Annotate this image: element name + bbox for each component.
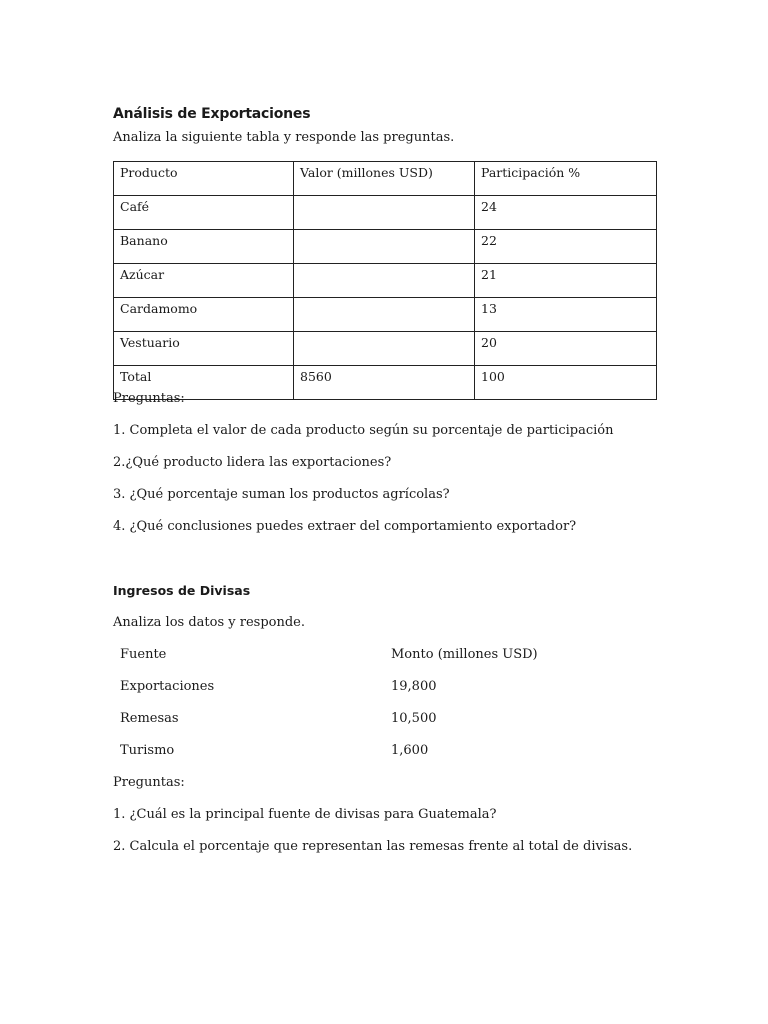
table-cell: 22 bbox=[475, 230, 657, 264]
questions-label: Preguntas: bbox=[113, 391, 185, 406]
table-cell: Azúcar bbox=[114, 264, 294, 298]
table-cell: 24 bbox=[475, 196, 657, 230]
table-cell: 13 bbox=[475, 298, 657, 332]
header-cell: Monto (millones USD) bbox=[391, 647, 538, 662]
table-header-row bbox=[114, 162, 657, 196]
question-item: 4. ¿Qué conclusiones puedes extraer del comportamiento exportador? bbox=[113, 519, 577, 534]
table-cell: Café bbox=[114, 196, 294, 230]
question-item: 2. Calcula el porcentaje que representan las remesas frente al total de divisas. bbox=[113, 839, 633, 854]
table-row bbox=[114, 264, 657, 298]
table-cell: 10,500 bbox=[391, 711, 437, 726]
table-row bbox=[114, 196, 657, 230]
question-item: 3. ¿Qué porcentaje suman los productos agrícolas? bbox=[113, 487, 450, 502]
question-item: 2.¿Qué producto lidera las exportaciones? bbox=[113, 455, 392, 470]
table-cell: Cardamomo bbox=[114, 298, 294, 332]
section-instruction: Analiza la siguiente tabla y responde las preguntas. bbox=[113, 130, 455, 145]
table-cell: 21 bbox=[475, 264, 657, 298]
table-total-row bbox=[114, 366, 657, 400]
table-cell: 8560 bbox=[294, 366, 475, 400]
table-cell: Remesas bbox=[120, 711, 179, 726]
table-cell: 20 bbox=[475, 332, 657, 366]
table-row bbox=[114, 298, 657, 332]
table-cell bbox=[294, 298, 475, 332]
table-cell: Turismo bbox=[120, 743, 175, 758]
table-row bbox=[114, 332, 657, 366]
header-cell: Valor (millones USD) bbox=[294, 162, 475, 196]
table-cell: Banano bbox=[114, 230, 294, 264]
section-title-divisas: Ingresos de Divisas bbox=[113, 583, 251, 598]
table-cell bbox=[294, 264, 475, 298]
section-instruction: Analiza los datos y responde. bbox=[113, 615, 305, 630]
question-item: 1. Completa el valor de cada producto según su porcentaje de participación bbox=[113, 423, 614, 438]
table-cell bbox=[294, 196, 475, 230]
questions-label: Preguntas: bbox=[113, 775, 185, 790]
header-cell: Producto bbox=[114, 162, 294, 196]
table-cell: Total bbox=[114, 366, 294, 400]
section-title-exportaciones: Análisis de Exportaciones bbox=[113, 106, 311, 122]
exports-table bbox=[113, 161, 657, 400]
table-cell bbox=[294, 332, 475, 366]
header-cell: Fuente bbox=[120, 647, 167, 662]
header-cell: Participación % bbox=[475, 162, 657, 196]
table-cell bbox=[294, 230, 475, 264]
table-cell: 19,800 bbox=[391, 679, 437, 694]
table-row bbox=[114, 230, 657, 264]
table-cell: 1,600 bbox=[391, 743, 429, 758]
question-item: 1. ¿Cuál es la principal fuente de divisas para Guatemala? bbox=[113, 807, 497, 822]
table-cell: 100 bbox=[475, 366, 657, 400]
table-cell: Exportaciones bbox=[120, 679, 215, 694]
table-cell: Vestuario bbox=[114, 332, 294, 366]
